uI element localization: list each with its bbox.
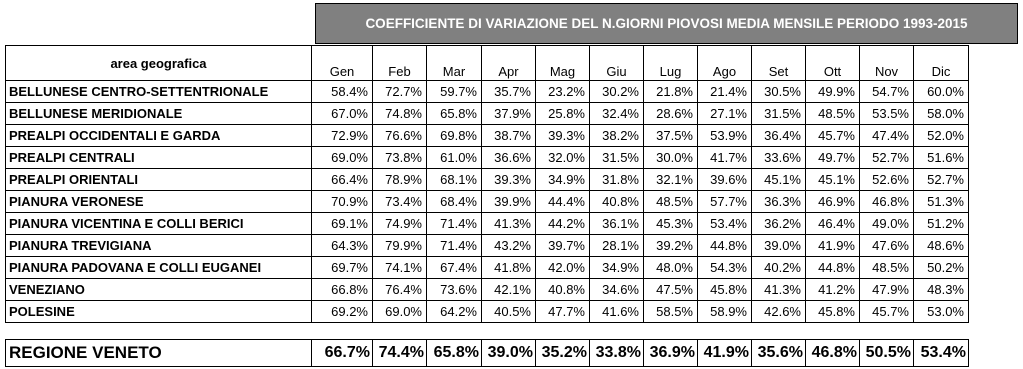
value-cell: 41.7% (698, 147, 752, 169)
value-cell: 61.0% (427, 147, 482, 169)
value-cell: 43.2% (482, 235, 536, 257)
month-header-feb: Feb (373, 46, 427, 81)
value-cell: 44.4% (536, 191, 590, 213)
value-cell: 42.1% (482, 279, 536, 301)
value-cell: 41.3% (482, 213, 536, 235)
area-name: PREALPI CENTRALI (6, 147, 312, 169)
area-name: POLESINE (6, 301, 312, 323)
value-cell: 67.0% (312, 103, 373, 125)
table-row (6, 81, 969, 103)
area-name: VENEZIANO (6, 279, 312, 301)
value-cell: 71.4% (427, 235, 482, 257)
value-cell: 53.5% (860, 103, 914, 125)
value-cell: 39.3% (482, 169, 536, 191)
value-cell: 44.8% (698, 235, 752, 257)
value-cell: 70.9% (312, 191, 373, 213)
value-cell: 65.8% (427, 103, 482, 125)
value-cell: 52.7% (914, 169, 969, 191)
value-cell: 73.4% (373, 191, 427, 213)
table-row (6, 169, 969, 191)
value-cell: 68.1% (427, 169, 482, 191)
value-cell: 58.0% (914, 103, 969, 125)
value-cell: 51.6% (914, 147, 969, 169)
value-cell: 76.4% (373, 279, 427, 301)
value-cell: 64.3% (312, 235, 373, 257)
area-name: PIANURA PADOVANA E COLLI EUGANEI (6, 257, 312, 279)
area-name: PREALPI OCCIDENTALI E GARDA (6, 125, 312, 147)
value-cell: 45.1% (806, 169, 860, 191)
header-row (6, 46, 969, 81)
month-header-lug: Lug (644, 46, 698, 81)
value-cell: 59.7% (427, 81, 482, 103)
table-row (6, 301, 969, 323)
value-cell: 52.6% (860, 169, 914, 191)
value-cell: 57.7% (698, 191, 752, 213)
table-row (6, 257, 969, 279)
value-cell: 36.1% (590, 213, 644, 235)
month-header-ott: Ott (806, 46, 860, 81)
value-cell: 39.2% (644, 235, 698, 257)
value-cell: 73.8% (373, 147, 427, 169)
value-cell: 45.7% (860, 301, 914, 323)
value-cell: 58.9% (698, 301, 752, 323)
value-cell: 39.6% (698, 169, 752, 191)
value-cell: 34.9% (590, 257, 644, 279)
value-cell: 40.5% (482, 301, 536, 323)
value-cell: 47.4% (860, 125, 914, 147)
value-cell: 36.2% (752, 213, 806, 235)
value-cell: 44.2% (536, 213, 590, 235)
area-name: PREALPI ORIENTALI (6, 169, 312, 191)
table-row (6, 103, 969, 125)
value-cell: 30.0% (644, 147, 698, 169)
value-cell: 48.0% (644, 257, 698, 279)
value-cell: 41.9% (806, 235, 860, 257)
table-row (6, 213, 969, 235)
month-header-gen: Gen (312, 46, 373, 81)
value-cell: 35.7% (482, 81, 536, 103)
area-name: PIANURA TREVIGIANA (6, 235, 312, 257)
value-cell: 67.4% (427, 257, 482, 279)
value-cell: 32.0% (536, 147, 590, 169)
value-cell: 74.9% (373, 213, 427, 235)
value-cell: 46.9% (806, 191, 860, 213)
table-row (6, 279, 969, 301)
value-cell: 31.8% (590, 169, 644, 191)
total-row (6, 340, 969, 367)
value-cell: 79.9% (373, 235, 427, 257)
value-cell: 37.9% (482, 103, 536, 125)
value-cell: 66.4% (312, 169, 373, 191)
value-cell: 21.8% (644, 81, 698, 103)
value-cell: 28.6% (644, 103, 698, 125)
value-cell: 69.8% (427, 125, 482, 147)
value-cell: 40.8% (536, 279, 590, 301)
month-header-mar: Mar (427, 46, 482, 81)
month-header-ago: Ago (698, 46, 752, 81)
total-value-cell: 46.8% (806, 340, 860, 367)
total-value-cell: 35.2% (536, 340, 590, 367)
value-cell: 45.8% (806, 301, 860, 323)
value-cell: 49.7% (806, 147, 860, 169)
value-cell: 68.4% (427, 191, 482, 213)
value-cell: 47.9% (860, 279, 914, 301)
value-cell: 64.2% (427, 301, 482, 323)
month-header-apr: Apr (482, 46, 536, 81)
total-value-cell: 36.9% (644, 340, 698, 367)
value-cell: 41.6% (590, 301, 644, 323)
value-cell: 45.7% (806, 125, 860, 147)
total-value-cell: 39.0% (482, 340, 536, 367)
value-cell: 44.8% (806, 257, 860, 279)
value-cell: 69.0% (373, 301, 427, 323)
month-header-dic: Dic (914, 46, 969, 81)
value-cell: 53.4% (698, 213, 752, 235)
value-cell: 37.5% (644, 125, 698, 147)
value-cell: 69.2% (312, 301, 373, 323)
value-cell: 69.7% (312, 257, 373, 279)
table-row (6, 191, 969, 213)
value-cell: 54.3% (698, 257, 752, 279)
value-cell: 58.4% (312, 81, 373, 103)
value-cell: 49.9% (806, 81, 860, 103)
value-cell: 78.9% (373, 169, 427, 191)
value-cell: 30.5% (752, 81, 806, 103)
total-value-cell: 35.6% (752, 340, 806, 367)
value-cell: 36.3% (752, 191, 806, 213)
value-cell: 71.4% (427, 213, 482, 235)
value-cell: 66.8% (312, 279, 373, 301)
value-cell: 74.8% (373, 103, 427, 125)
total-value-cell: 53.4% (914, 340, 969, 367)
area-name: BELLUNESE MERIDIONALE (6, 103, 312, 125)
month-header-giu: Giu (590, 46, 644, 81)
value-cell: 23.2% (536, 81, 590, 103)
value-cell: 60.0% (914, 81, 969, 103)
value-cell: 72.9% (312, 125, 373, 147)
value-cell: 36.6% (482, 147, 536, 169)
month-header-mag: Mag (536, 46, 590, 81)
table-row (6, 125, 969, 147)
value-cell: 47.7% (536, 301, 590, 323)
value-cell: 51.3% (914, 191, 969, 213)
value-cell: 54.7% (860, 81, 914, 103)
value-cell: 51.2% (914, 213, 969, 235)
value-cell: 38.2% (590, 125, 644, 147)
value-cell: 31.5% (752, 103, 806, 125)
data-table (5, 45, 969, 323)
regional-total-table (5, 339, 969, 367)
value-cell: 42.0% (536, 257, 590, 279)
total-value-cell: 41.9% (698, 340, 752, 367)
value-cell: 27.1% (698, 103, 752, 125)
area-name: BELLUNESE CENTRO-SETTENTRIONALE (6, 81, 312, 103)
value-cell: 41.8% (482, 257, 536, 279)
value-cell: 53.9% (698, 125, 752, 147)
value-cell: 46.4% (806, 213, 860, 235)
area-name: PIANURA VICENTINA E COLLI BERICI (6, 213, 312, 235)
value-cell: 45.1% (752, 169, 806, 191)
value-cell: 48.3% (914, 279, 969, 301)
area-column-header: area geografica (6, 46, 312, 81)
value-cell: 58.5% (644, 301, 698, 323)
value-cell: 53.0% (914, 301, 969, 323)
value-cell: 47.6% (860, 235, 914, 257)
value-cell: 32.1% (644, 169, 698, 191)
value-cell: 39.0% (752, 235, 806, 257)
total-area-name: REGIONE VENETO (6, 340, 312, 367)
value-cell: 45.3% (644, 213, 698, 235)
value-cell: 31.5% (590, 147, 644, 169)
value-cell: 48.5% (806, 103, 860, 125)
total-value-cell: 66.7% (312, 340, 373, 367)
value-cell: 25.8% (536, 103, 590, 125)
value-cell: 76.6% (373, 125, 427, 147)
value-cell: 47.5% (644, 279, 698, 301)
total-value-cell: 65.8% (427, 340, 482, 367)
value-cell: 73.6% (427, 279, 482, 301)
value-cell: 40.2% (752, 257, 806, 279)
value-cell: 69.0% (312, 147, 373, 169)
value-cell: 74.1% (373, 257, 427, 279)
value-cell: 48.6% (914, 235, 969, 257)
value-cell: 41.2% (806, 279, 860, 301)
value-cell: 38.7% (482, 125, 536, 147)
value-cell: 34.9% (536, 169, 590, 191)
table-title: COEFFICIENTE DI VARIAZIONE DEL N.GIORNI PIOVOSI MEDIA MENSILE PERIODO 1993-2015 (315, 3, 1018, 44)
value-cell: 39.9% (482, 191, 536, 213)
total-value-cell: 50.5% (860, 340, 914, 367)
value-cell: 21.4% (698, 81, 752, 103)
value-cell: 40.8% (590, 191, 644, 213)
value-cell: 39.7% (536, 235, 590, 257)
value-cell: 28.1% (590, 235, 644, 257)
table-row (6, 147, 969, 169)
value-cell: 45.8% (698, 279, 752, 301)
value-cell: 50.2% (914, 257, 969, 279)
month-header-nov: Nov (860, 46, 914, 81)
value-cell: 42.6% (752, 301, 806, 323)
value-cell: 30.2% (590, 81, 644, 103)
value-cell: 36.4% (752, 125, 806, 147)
total-value-cell: 74.4% (373, 340, 427, 367)
value-cell: 72.7% (373, 81, 427, 103)
table-row (6, 235, 969, 257)
value-cell: 52.7% (860, 147, 914, 169)
value-cell: 49.0% (860, 213, 914, 235)
value-cell: 52.0% (914, 125, 969, 147)
value-cell: 34.6% (590, 279, 644, 301)
value-cell: 48.5% (860, 257, 914, 279)
value-cell: 69.1% (312, 213, 373, 235)
value-cell: 41.3% (752, 279, 806, 301)
month-header-set: Set (752, 46, 806, 81)
area-name: PIANURA VERONESE (6, 191, 312, 213)
total-value-cell: 33.8% (590, 340, 644, 367)
value-cell: 48.5% (644, 191, 698, 213)
value-cell: 33.6% (752, 147, 806, 169)
value-cell: 46.8% (860, 191, 914, 213)
value-cell: 32.4% (590, 103, 644, 125)
value-cell: 39.3% (536, 125, 590, 147)
